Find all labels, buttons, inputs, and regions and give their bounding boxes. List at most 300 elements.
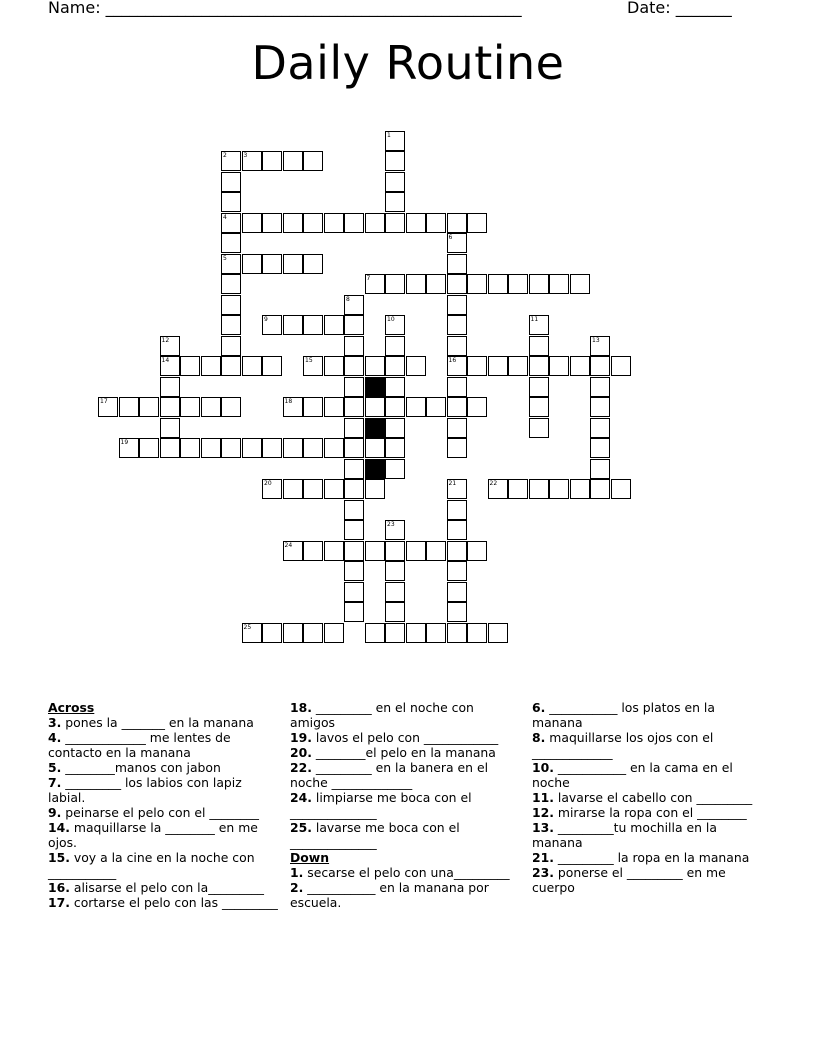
crossword-cell[interactable] <box>262 213 282 233</box>
clue-number: 7. <box>48 775 62 790</box>
clue-text: _____________ me lentes de contacto en la manana <box>48 730 231 760</box>
crossword-cell[interactable] <box>221 213 241 233</box>
clue-text: peinarse el pelo con el ________ <box>61 805 259 820</box>
crossword-cell[interactable] <box>365 541 385 561</box>
clue-item <box>48 730 280 760</box>
crossword-cell[interactable] <box>344 418 364 438</box>
crossword-cell[interactable] <box>447 397 467 417</box>
crossword-cell[interactable] <box>221 356 241 376</box>
crossword-cell[interactable] <box>180 438 200 458</box>
crossword-cell[interactable] <box>590 459 610 479</box>
clue-item <box>532 850 768 865</box>
clue-number: 3. <box>48 715 62 730</box>
clue-number: 18. <box>290 700 312 715</box>
crossword-cell[interactable] <box>324 623 344 643</box>
crossword-cell[interactable] <box>570 356 590 376</box>
crossword-cell[interactable] <box>590 377 610 397</box>
crossword-cell[interactable] <box>426 213 446 233</box>
crossword-cell[interactable] <box>385 520 405 540</box>
crossword-cell[interactable] <box>447 500 467 520</box>
crossword-cell[interactable] <box>262 623 282 643</box>
crossword-cell[interactable] <box>303 397 323 417</box>
crossword-cell[interactable] <box>262 438 282 458</box>
crossword-cell[interactable] <box>447 213 467 233</box>
crossword-cell[interactable] <box>406 623 426 643</box>
crossword-cell[interactable] <box>447 377 467 397</box>
crossword-cell[interactable] <box>324 315 344 335</box>
clue-text: _________tu mochilla en la manana <box>532 820 717 850</box>
date-field[interactable]: Date: _______ <box>627 0 732 17</box>
crossword-cell[interactable] <box>385 192 405 212</box>
crossword-cell[interactable] <box>242 438 262 458</box>
crossword-cell[interactable] <box>611 479 631 499</box>
clues-column-2 <box>290 700 520 910</box>
crossword-cell[interactable] <box>447 254 467 274</box>
crossword-cell[interactable] <box>385 336 405 356</box>
clue-item <box>532 865 768 895</box>
clue-text: maquillarse los ojos con el _____________ <box>532 730 714 760</box>
crossword-cell[interactable] <box>283 397 303 417</box>
crossword-cell[interactable] <box>529 377 549 397</box>
clue-text: _________ los labios con lapiz labial. <box>48 775 242 805</box>
clue-number: 19. <box>290 730 312 745</box>
clue-item <box>290 745 520 760</box>
clue-number: 12. <box>532 805 554 820</box>
crossword-cell[interactable] <box>344 356 364 376</box>
crossword-cell[interactable] <box>262 151 282 171</box>
across-clue-list-continued <box>290 700 520 850</box>
crossword-cell[interactable] <box>344 500 364 520</box>
crossword-cell[interactable] <box>385 377 405 397</box>
crossword-cell[interactable] <box>549 274 569 294</box>
crossword-cell[interactable] <box>590 356 610 376</box>
crossword-cell[interactable] <box>262 356 282 376</box>
crossword-cell[interactable] <box>344 213 364 233</box>
crossword-cell[interactable] <box>385 418 405 438</box>
clue-item <box>48 880 280 895</box>
crossword-cell[interactable] <box>221 397 241 417</box>
crossword-cell[interactable] <box>160 397 180 417</box>
crossword-cell[interactable] <box>385 356 405 376</box>
crossword-cell[interactable] <box>590 397 610 417</box>
crossword-cell[interactable] <box>447 623 467 643</box>
crossword-cell[interactable] <box>426 541 446 561</box>
crossword-cell[interactable] <box>611 356 631 376</box>
crossword-cell[interactable] <box>303 151 323 171</box>
crossword-cell[interactable] <box>160 336 180 356</box>
crossword-cell[interactable] <box>406 397 426 417</box>
crossword-cell[interactable] <box>324 541 344 561</box>
clue-number: 15 <box>305 357 313 364</box>
clue-item <box>532 805 768 820</box>
crossword-cell[interactable] <box>447 315 467 335</box>
crossword-cell[interactable] <box>406 356 426 376</box>
crossword-black-cell <box>365 377 385 397</box>
crossword-cell[interactable] <box>344 561 364 581</box>
clue-number: 24. <box>290 790 312 805</box>
clue-number: 23 <box>387 521 395 528</box>
clue-item <box>48 760 280 775</box>
clue-number: 10 <box>387 316 395 323</box>
crossword-cell[interactable] <box>447 356 467 376</box>
crossword-cell[interactable] <box>221 274 241 294</box>
clue-number: 1. <box>290 865 304 880</box>
crossword-cell[interactable] <box>324 479 344 499</box>
crossword-cell[interactable] <box>303 315 323 335</box>
clue-number: 11. <box>532 790 554 805</box>
crossword-cell[interactable] <box>344 541 364 561</box>
crossword-cell[interactable] <box>160 356 180 376</box>
crossword-cell[interactable] <box>365 274 385 294</box>
clue-item <box>48 820 280 850</box>
crossword-cell[interactable] <box>283 213 303 233</box>
crossword-cell[interactable] <box>385 459 405 479</box>
crossword-cell[interactable] <box>447 418 467 438</box>
clue-number: 12 <box>161 336 170 344</box>
crossword-cell[interactable] <box>529 479 549 499</box>
crossword-cell[interactable] <box>324 213 344 233</box>
crossword-cell[interactable] <box>385 274 405 294</box>
crossword-cell[interactable] <box>221 192 241 212</box>
clue-item <box>48 715 280 730</box>
crossword-cell[interactable] <box>570 479 590 499</box>
clue-number: 23. <box>532 865 554 880</box>
clue-text: secarse el pelo con una_________ <box>303 865 510 880</box>
clue-number: 4 <box>223 213 227 221</box>
clue-item <box>48 850 280 880</box>
crossword-cell[interactable] <box>201 356 221 376</box>
crossword-cell[interactable] <box>529 418 549 438</box>
clue-text: pones la _______ en la manana <box>61 715 254 730</box>
crossword-cell[interactable] <box>365 479 385 499</box>
crossword-cell[interactable] <box>221 315 241 335</box>
crossword-cell[interactable] <box>385 131 405 151</box>
crossword-cell[interactable] <box>324 397 344 417</box>
crossword-cell[interactable] <box>344 315 364 335</box>
crossword-cell[interactable] <box>529 356 549 376</box>
clue-item <box>48 895 280 910</box>
crossword-cell[interactable] <box>529 315 549 335</box>
clue-number: 22 <box>489 480 498 487</box>
crossword-cell[interactable] <box>303 623 323 643</box>
crossword-cell[interactable] <box>467 274 487 294</box>
crossword-cell[interactable] <box>385 172 405 192</box>
clue-text: _________ la ropa en la manana <box>553 850 750 865</box>
clue-item <box>48 775 280 805</box>
crossword-cell[interactable] <box>385 315 405 335</box>
crossword-cell[interactable] <box>447 274 467 294</box>
clue-text: ___________ en la manana por escuela. <box>290 880 489 910</box>
crossword-cell[interactable] <box>447 295 467 315</box>
crossword-cell[interactable] <box>590 479 610 499</box>
crossword-cell[interactable] <box>160 438 180 458</box>
crossword-cell[interactable] <box>426 274 446 294</box>
clue-text: ________el pelo en la manana <box>311 745 496 760</box>
crossword-cell[interactable] <box>242 356 262 376</box>
crossword-cell[interactable] <box>262 254 282 274</box>
clue-item <box>532 730 768 760</box>
crossword-cell[interactable] <box>570 274 590 294</box>
crossword-cell[interactable] <box>447 602 467 622</box>
crossword-cell[interactable] <box>283 254 303 274</box>
crossword-cell[interactable] <box>488 479 508 499</box>
crossword-cell[interactable] <box>529 336 549 356</box>
clue-number: 2 <box>223 152 227 159</box>
crossword-cell[interactable] <box>344 479 364 499</box>
clue-number: 8. <box>532 730 546 745</box>
crossword-cell[interactable] <box>303 254 323 274</box>
clue-item <box>290 790 520 820</box>
clue-number: 20. <box>290 745 312 760</box>
crossword-cell[interactable] <box>488 274 508 294</box>
clues-section <box>48 700 788 960</box>
crossword-cell[interactable] <box>303 541 323 561</box>
clue-number: 3 <box>243 152 248 159</box>
clue-number: 24 <box>284 541 293 549</box>
clue-text: ___________ en la cama en el noche <box>532 760 733 790</box>
crossword-cell[interactable] <box>508 274 528 294</box>
crossword-cell[interactable] <box>447 438 467 458</box>
clue-text: _________ en el noche con amigos <box>290 700 474 730</box>
crossword-cell[interactable] <box>344 336 364 356</box>
crossword-cell[interactable] <box>242 254 262 274</box>
crossword-cell[interactable] <box>283 479 303 499</box>
crossword-cell[interactable] <box>467 623 487 643</box>
clue-number: 13 <box>592 336 600 344</box>
clue-item <box>532 820 768 850</box>
crossword-cell[interactable] <box>180 356 200 376</box>
crossword-cell[interactable] <box>529 274 549 294</box>
clue-text: lavarse el cabello con _________ <box>553 790 753 805</box>
crossword-cell[interactable] <box>529 397 549 417</box>
clue-number: 1 <box>387 131 391 139</box>
crossword-cell[interactable] <box>385 602 405 622</box>
crossword-cell[interactable] <box>385 541 405 561</box>
crossword-cell[interactable] <box>447 541 467 561</box>
clue-item <box>290 760 520 790</box>
crossword-cell[interactable] <box>221 295 241 315</box>
clue-number: 4. <box>48 730 62 745</box>
crossword-cell[interactable] <box>180 397 200 417</box>
crossword-cell[interactable] <box>221 254 241 274</box>
clue-number: 20 <box>264 480 272 487</box>
crossword-cell[interactable] <box>344 295 364 315</box>
clue-text: lavos el pelo con ____________ <box>311 730 499 745</box>
crossword-cell[interactable] <box>303 479 323 499</box>
clue-text: maquillarse la ________ en me ojos. <box>48 820 258 850</box>
clue-number: 15. <box>48 850 70 865</box>
crossword-cell[interactable] <box>365 356 385 376</box>
crossword-cell[interactable] <box>283 438 303 458</box>
crossword-cell[interactable] <box>221 438 241 458</box>
clue-item <box>290 820 520 850</box>
crossword-cell[interactable] <box>283 623 303 643</box>
crossword-cell[interactable] <box>139 438 159 458</box>
crossword-cell[interactable] <box>447 561 467 581</box>
crossword-cell[interactable] <box>590 438 610 458</box>
crossword-cell[interactable] <box>221 172 241 192</box>
down-heading: Down <box>290 850 330 865</box>
crossword-cell[interactable] <box>447 233 467 253</box>
crossword-cell[interactable] <box>385 397 405 417</box>
crossword-cell[interactable] <box>426 397 446 417</box>
clue-number: 8 <box>346 295 350 303</box>
clue-number: 16 <box>448 357 457 364</box>
crossword-cell[interactable] <box>283 315 303 335</box>
down-clue-list-continued <box>532 700 768 895</box>
clue-item <box>532 760 768 790</box>
crossword-cell[interactable] <box>344 602 364 622</box>
clue-number: 11 <box>530 316 539 323</box>
crossword-cell[interactable] <box>467 356 487 376</box>
across-clue-list <box>48 715 280 910</box>
crossword-cell[interactable] <box>385 438 405 458</box>
clue-item <box>290 880 520 910</box>
crossword-cell[interactable] <box>344 397 364 417</box>
clue-item <box>290 865 520 880</box>
clue-item <box>290 700 520 730</box>
crossword-cell[interactable] <box>406 541 426 561</box>
clue-number: 2. <box>290 880 304 895</box>
crossword-cell[interactable] <box>549 479 569 499</box>
crossword-cell[interactable] <box>406 213 426 233</box>
clue-number: 14. <box>48 820 70 835</box>
crossword-cell[interactable] <box>303 213 323 233</box>
crossword-cell[interactable] <box>488 623 508 643</box>
crossword-cell[interactable] <box>221 233 241 253</box>
crossword-cell[interactable] <box>590 336 610 356</box>
crossword-cell[interactable] <box>119 397 139 417</box>
crossword-cell[interactable] <box>201 397 221 417</box>
clue-text: limpiarse me boca con el ______________ <box>290 790 472 820</box>
crossword-cell[interactable] <box>344 438 364 458</box>
crossword-cell[interactable] <box>549 356 569 376</box>
crossword-cell[interactable] <box>324 356 344 376</box>
clue-number: 6. <box>532 700 546 715</box>
crossword-cell[interactable] <box>447 520 467 540</box>
crossword-cell[interactable] <box>467 397 487 417</box>
clue-text: _________ en la banera en el noche _____________ <box>290 760 489 790</box>
clues-column-3 <box>532 700 768 895</box>
clue-text: lavarse me boca con el ______________ <box>290 820 460 850</box>
crossword-cell[interactable] <box>365 397 385 417</box>
crossword-cell[interactable] <box>385 623 405 643</box>
crossword-cell[interactable] <box>385 151 405 171</box>
crossword-cell[interactable] <box>426 623 446 643</box>
crossword-cell[interactable] <box>242 151 262 171</box>
crossword-black-cell <box>365 459 385 479</box>
clue-number: 19 <box>120 439 129 446</box>
clue-number: 21. <box>532 850 554 865</box>
clue-number: 7 <box>366 275 371 282</box>
clue-text: cortarse el pelo con las _________ <box>69 895 278 910</box>
name-field[interactable]: Name: ____________________________________________________ <box>48 0 522 17</box>
crossword-cell[interactable] <box>508 356 528 376</box>
crossword-cell[interactable] <box>447 582 467 602</box>
clue-number: 21 <box>448 480 457 487</box>
crossword-cell[interactable] <box>385 582 405 602</box>
crossword-cell[interactable] <box>467 541 487 561</box>
down-clue-list <box>290 865 520 910</box>
crossword-cell[interactable] <box>221 336 241 356</box>
crossword-black-cell <box>365 418 385 438</box>
crossword-cell[interactable] <box>242 213 262 233</box>
crossword-cell[interactable] <box>262 315 282 335</box>
crossword-cell[interactable] <box>344 582 364 602</box>
crossword-cell[interactable] <box>365 438 385 458</box>
crossword-cell[interactable] <box>160 377 180 397</box>
crossword-cell[interactable] <box>303 438 323 458</box>
clue-number: 25 <box>243 623 252 631</box>
clue-number: 5 <box>223 254 227 262</box>
clue-item <box>48 805 280 820</box>
clue-number: 18 <box>284 398 293 405</box>
crossword-cell[interactable] <box>344 520 364 540</box>
clue-text: voy a la cine en la noche con ___________ <box>48 850 255 880</box>
clue-item <box>290 730 520 745</box>
crossword-cell[interactable] <box>590 418 610 438</box>
crossword-cell[interactable] <box>467 213 487 233</box>
crossword-cell[interactable] <box>344 459 364 479</box>
crossword-cell[interactable] <box>365 213 385 233</box>
crossword-cell[interactable] <box>98 397 118 417</box>
crossword-cell[interactable] <box>508 479 528 499</box>
crossword-cell[interactable] <box>447 479 467 499</box>
crossword-cell[interactable] <box>303 356 323 376</box>
crossword-cell[interactable] <box>221 151 241 171</box>
clue-text: ___________ los platos en la manana <box>532 700 715 730</box>
crossword-cell[interactable] <box>283 541 303 561</box>
clue-number: 10. <box>532 760 554 775</box>
clue-text: alisarse el pelo con la_________ <box>69 880 264 895</box>
clue-item <box>532 700 768 730</box>
crossword-cell[interactable] <box>406 274 426 294</box>
clue-number: 16. <box>48 880 70 895</box>
clues-column-1 <box>48 700 280 910</box>
crossword-cell[interactable] <box>324 438 344 458</box>
crossword-cell[interactable] <box>283 151 303 171</box>
crossword-cell[interactable] <box>488 356 508 376</box>
crossword-cell[interactable] <box>344 377 364 397</box>
clue-text: mirarse la ropa con el ________ <box>553 805 747 820</box>
across-heading: Across <box>48 700 95 715</box>
clue-item <box>532 790 768 805</box>
clue-number: 9 <box>264 316 268 323</box>
crossword-cell[interactable] <box>201 438 221 458</box>
page-title: Daily Routine <box>251 36 565 90</box>
clue-number: 22. <box>290 760 312 775</box>
clue-number: 13. <box>532 820 554 835</box>
crossword-cell[interactable] <box>242 623 262 643</box>
crossword-cell[interactable] <box>262 479 282 499</box>
clue-number: 9. <box>48 805 62 820</box>
crossword-cell[interactable] <box>385 561 405 581</box>
clue-text: ________manos con jabon <box>61 760 221 775</box>
clue-number: 14 <box>161 357 170 364</box>
crossword-cell[interactable] <box>385 213 405 233</box>
crossword-cell[interactable] <box>160 418 180 438</box>
clue-number: 17. <box>48 895 70 910</box>
clue-text: ponerse el _________ en me cuerpo <box>532 865 726 895</box>
crossword-cell[interactable] <box>365 623 385 643</box>
clue-number: 17 <box>100 398 108 405</box>
clue-number: 6 <box>448 234 453 241</box>
crossword-cell[interactable] <box>447 336 467 356</box>
crossword-cell[interactable] <box>119 438 139 458</box>
crossword-cell[interactable] <box>139 397 159 417</box>
clue-number: 5. <box>48 760 62 775</box>
clue-number: 25. <box>290 820 312 835</box>
